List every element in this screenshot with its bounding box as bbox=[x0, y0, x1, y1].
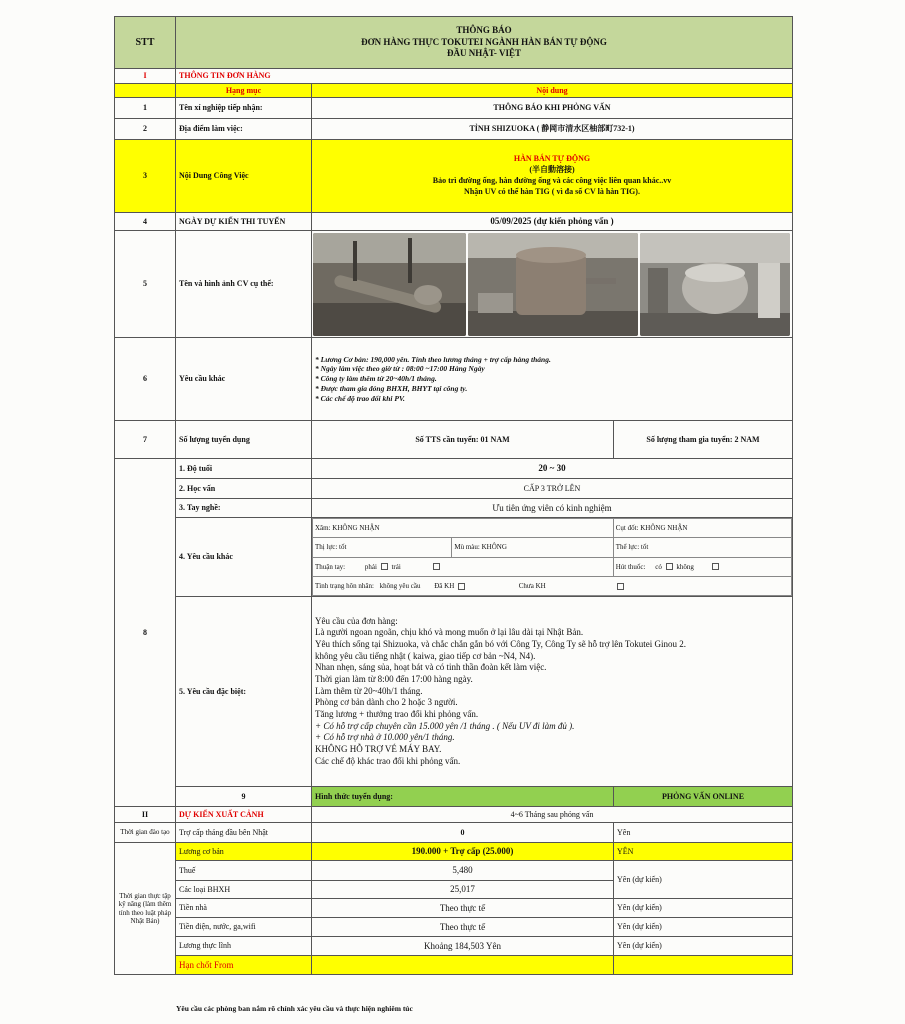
requirement-item: * Lương Cơ bản: 190,000 yên. Tính theo lương tháng + trợ cấp hàng tháng. bbox=[315, 354, 551, 364]
tax-insurance-unit: Yên (dự kiến) bbox=[614, 861, 793, 899]
married-option: Đã KH bbox=[434, 581, 455, 590]
education-value: CẤP 3 TRỞ LÊN bbox=[312, 479, 793, 499]
base-salary-label: Lương cơ bản bbox=[176, 843, 312, 861]
left-hand-checkbox[interactable] bbox=[433, 563, 440, 570]
first-month-allowance-label: Trợ cấp tháng đầu bên Nhật bbox=[176, 823, 312, 843]
exam-date: 05/09/2025 (dự kiến phỏng vấn ) bbox=[312, 213, 793, 231]
utilities-label: Tiền điện, nước, ga,wifi bbox=[176, 918, 312, 937]
single-checkbox[interactable] bbox=[617, 583, 624, 590]
row-1-number: 1 bbox=[115, 98, 176, 119]
married-checkbox[interactable] bbox=[458, 583, 465, 590]
marital-value: không yêu cầu bbox=[379, 581, 421, 590]
section-1-title: THÔNG TIN ĐƠN HÀNG bbox=[176, 69, 793, 84]
row-4-label: NGÀY DỰ KIẾN THI TUYỂN bbox=[176, 213, 312, 231]
departure-time: 4~6 Tháng sau phỏng vấn bbox=[312, 807, 793, 823]
housing-value: Theo thực tế bbox=[312, 899, 614, 918]
title-line-1: THÔNG BÁO bbox=[456, 24, 512, 35]
training-period-label: Thời gian đào tạo bbox=[115, 823, 176, 843]
age-label: 1. Độ tuổi bbox=[176, 459, 312, 479]
empty-cell bbox=[115, 84, 176, 98]
special-line: Yêu cầu của đơn hàng: bbox=[315, 615, 398, 626]
column-item-header: Hạng mục bbox=[176, 84, 312, 98]
row-4-number: 4 bbox=[115, 213, 176, 231]
section-1-number: I bbox=[115, 69, 176, 84]
participating-candidates: Số lượng tham gia tuyển: 2 NAM bbox=[614, 421, 793, 459]
work-location: TỈNH SHIZUOKA ( 静岡市清水区柚部町732-1) bbox=[312, 119, 793, 140]
special-requirements-text bbox=[312, 597, 793, 787]
right-hand-checkbox[interactable] bbox=[381, 563, 388, 570]
smoking-no-option: không bbox=[676, 562, 694, 571]
fitness-requirement: Thể lực: tốt bbox=[613, 538, 791, 557]
special-line: Là người ngoan ngoãn, chịu khó và mong muốn ở lại lâu dài tại Nhật Bản. bbox=[315, 627, 584, 638]
insurance-value: 25,017 bbox=[312, 881, 614, 899]
education-label: 2. Học vấn bbox=[176, 479, 312, 499]
row-9-number: 9 bbox=[176, 787, 312, 807]
row-3-number: 3 bbox=[115, 140, 176, 213]
requirement-item: * Được tham gia đóng BHXH, BHYT tại công ty. bbox=[315, 383, 468, 393]
left-hand-option: trái bbox=[391, 562, 401, 571]
required-trainees: Số TTS cần tuyển: 01 NAM bbox=[312, 421, 614, 459]
smoking-no-checkbox[interactable] bbox=[712, 563, 719, 570]
row-5-label: Tên và hình ảnh CV cụ thể: bbox=[176, 231, 312, 338]
net-salary-unit: Yên (dự kiến) bbox=[614, 937, 793, 956]
skill-value: Ưu tiên ứng viên có kinh nghiệm bbox=[312, 499, 793, 518]
stt-header: STT bbox=[115, 17, 176, 69]
row-7-number: 7 bbox=[115, 421, 176, 459]
job-description bbox=[312, 140, 793, 213]
deadline-label: Hạn chốt From bbox=[176, 956, 312, 975]
row-5-number: 5 bbox=[115, 231, 176, 338]
deadline-value bbox=[312, 956, 614, 975]
row-2-label: Địa điểm làm việc: bbox=[176, 119, 312, 140]
insurance-label: Các loại BHXH bbox=[176, 881, 312, 899]
deadline-unit bbox=[614, 956, 793, 975]
job-requirement: Nhận UV có thể hàn TIG ( vì đa số CV là hàn TIG). bbox=[464, 186, 640, 196]
special-line: Tăng lương + thưởng trao đổi khi phỏng vấn. bbox=[315, 709, 479, 720]
column-content-header: Nội dung bbox=[312, 84, 793, 98]
special-line-housing: + Có hỗ trợ nhà ở 10.000 yên/1 tháng. bbox=[315, 732, 455, 743]
requirement-item: * Các chế độ trao đổi khi PV. bbox=[315, 393, 405, 403]
tank-photo bbox=[468, 233, 638, 336]
single-option: Chưa KH bbox=[518, 581, 546, 590]
title-line-3: ĐẦU NHẬT- VIỆT bbox=[446, 48, 522, 59]
document-title bbox=[176, 17, 793, 69]
recruitment-method: PHỎNG VẤN ONLINE bbox=[614, 787, 793, 807]
other-requirements-label: 4. Yêu cầu khác bbox=[176, 518, 312, 597]
base-salary-unit: YÊN bbox=[614, 843, 793, 861]
reactor-vessel-photo bbox=[640, 233, 790, 336]
row-6-label: Yêu cầu khác bbox=[176, 338, 312, 421]
first-month-allowance-unit: Yên bbox=[614, 823, 793, 843]
special-line-other: Các chế độ khác trao đổi khi phỏng vấn. bbox=[315, 755, 461, 766]
requirement-item: * Ngày làm việc theo giờ từ : 08:00 ~17:00 Hàng Ngày bbox=[315, 364, 485, 374]
utilities-value: Theo thực tế bbox=[312, 918, 614, 937]
job-title-japanese: (半自動溶接) bbox=[529, 165, 575, 175]
row-7-label: Số lượng tuyển dụng bbox=[176, 421, 312, 459]
utilities-unit: Yên (dự kiến) bbox=[614, 918, 793, 937]
row-8-number: 8 bbox=[115, 459, 176, 807]
housing-label: Tiền nhà bbox=[176, 899, 312, 918]
special-line: Thời gian làm từ 8:00 đến 17:00 hàng ngày. bbox=[315, 673, 473, 684]
first-month-allowance-value: 0 bbox=[312, 823, 614, 843]
section-2-title: DỰ KIẾN XUẤT CẢNH bbox=[176, 807, 312, 823]
smoking-yes-checkbox[interactable] bbox=[666, 563, 673, 570]
handedness-requirement bbox=[313, 557, 614, 576]
special-line: không yêu cầu tiếng nhật ( kaiwa, giao tiếp cơ bản ~N4, N4). bbox=[315, 650, 536, 661]
title-line-2: ĐƠN HÀNG THỰC TOKUTEI NGÀNH HÀN BÁN TỰ ĐỘNG bbox=[361, 36, 607, 47]
requirement-item: * Công ty làm thêm từ 20~40h/1 tháng. bbox=[315, 374, 437, 384]
special-line: Nhan nhẹn, sáng sủa, hoạt bát và có tinh thần đoàn kết làm việc. bbox=[315, 662, 547, 673]
tattoo-requirement: Xăm: KHÔNG NHẬN bbox=[313, 519, 614, 538]
footer-note: Yêu cầu các phòng ban nắm rõ chính xác yêu cầu và thực hiện nghiêm túc bbox=[176, 1004, 413, 1013]
other-requirements-list bbox=[312, 338, 793, 421]
special-line-attendance: + Có hỗ trợ cấp chuyên cần 15.000 yên /1 tháng . ( Nếu UV đi làm đủ ). bbox=[315, 720, 575, 731]
net-salary-value: Khoảng 184,503 Yên bbox=[312, 937, 614, 956]
handedness-label: Thuận tay: bbox=[315, 562, 346, 571]
smoking-yes-option: có bbox=[655, 562, 662, 571]
company-name: THÔNG BÁO KHI PHỎNG VẤN bbox=[312, 98, 793, 119]
row-3-label: Nội Dung Công Việc bbox=[176, 140, 312, 213]
special-requirements-label: 5. Yêu cầu đặc biệt: bbox=[176, 597, 312, 787]
job-title: HÀN BÁN TỰ ĐỘNG bbox=[513, 154, 591, 164]
smoking-requirement bbox=[613, 557, 791, 576]
work-photos bbox=[312, 231, 793, 338]
pipe-welding-photo bbox=[313, 233, 466, 336]
housing-unit: Yên (dự kiến) bbox=[614, 899, 793, 918]
section-2-number: II bbox=[115, 807, 176, 823]
special-line-airfare: KHÔNG HỖ TRỢ VÉ MÁY BAY. bbox=[315, 744, 442, 755]
right-hand-option: phải bbox=[364, 562, 377, 571]
row-9-label: Hình thức tuyển dụng: bbox=[312, 787, 614, 807]
marital-requirement bbox=[313, 576, 792, 595]
job-detail: Bảo trì đường ống, hàn đường ống và các công việc liên quan khác..vv bbox=[432, 176, 672, 185]
eyesight-requirement: Thị lực: tốt bbox=[313, 538, 452, 557]
base-salary-value: 190.000 + Trợ cấp (25.000) bbox=[312, 843, 614, 861]
skill-label: 3. Tay nghề: bbox=[176, 499, 312, 518]
row-1-label: Tên xí nghiệp tiếp nhận: bbox=[176, 98, 312, 119]
tax-label: Thuế bbox=[176, 861, 312, 881]
row-2-number: 2 bbox=[115, 119, 176, 140]
colorblind-requirement: Mù màu: KHÔNG bbox=[452, 538, 613, 557]
finger-requirement: Cụt đốt: KHÔNG NHẬN bbox=[613, 519, 791, 538]
marital-label: Tình trạng hôn nhân: bbox=[315, 581, 374, 590]
other-requirements-grid bbox=[312, 518, 793, 597]
order-table bbox=[114, 16, 793, 975]
age-value: 20 ~ 30 bbox=[312, 459, 793, 479]
practice-period-label: Thời gian thực tập kỹ năng (làm thêm tính theo luật pháp Nhật Bản) bbox=[115, 843, 176, 975]
smoking-label: Hút thuốc: bbox=[615, 562, 646, 571]
special-line: Yêu thích sống tại Shizuoka, và chắc chắn gắn bó với Công Ty, Công Ty sẽ hỗ trợ lên Tokutei Ginou 2. bbox=[315, 638, 686, 649]
special-line: Làm thêm từ 20~40h/1 tháng. bbox=[315, 685, 423, 696]
row-6-number: 6 bbox=[115, 338, 176, 421]
special-line: Phòng cơ bản dành cho 2 hoặc 3 người. bbox=[315, 697, 458, 708]
tax-value: 5,480 bbox=[312, 861, 614, 881]
net-salary-label: Lương thực lĩnh bbox=[176, 937, 312, 956]
